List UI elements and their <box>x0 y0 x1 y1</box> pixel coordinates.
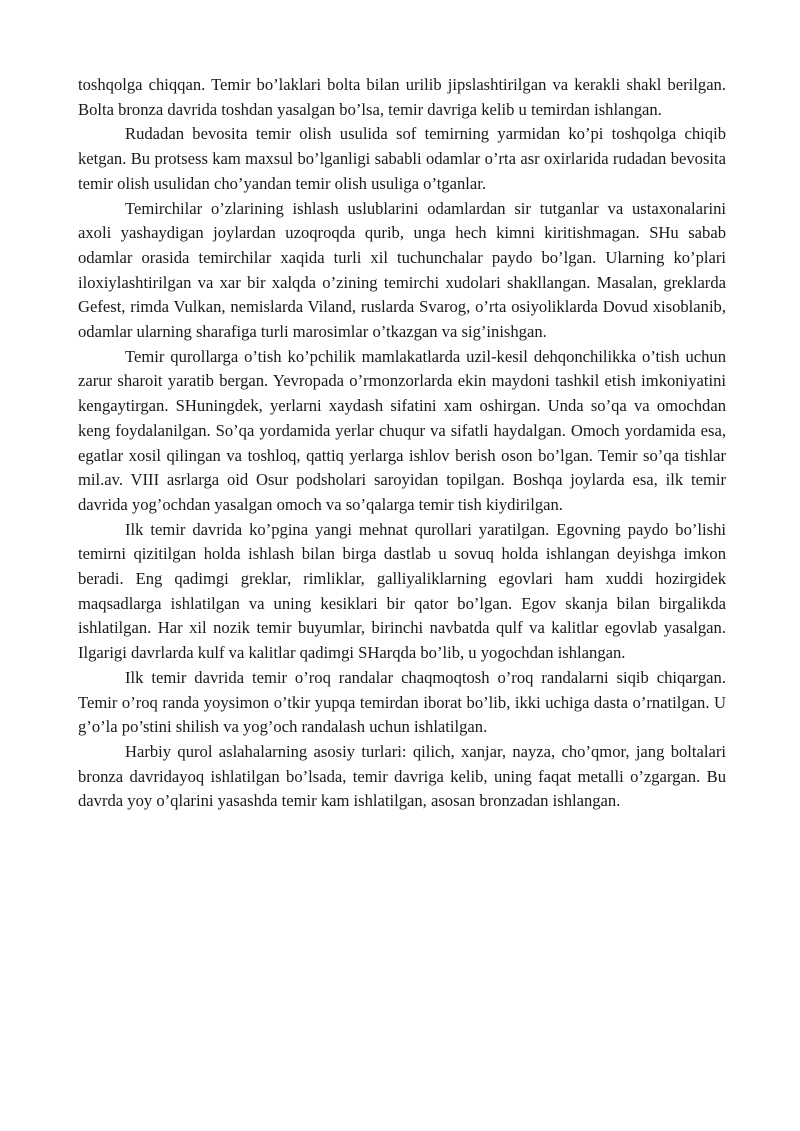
paragraph-new-tools: Ilk temir davrida ko’pgina yangi mehnat qurollari yaratilgan. Egovning paydo bo’lishi temirni qizitilgan holda ishlash bilan birga dastlab u sovuq holda ishlangan deyishga imkon beradi. Eng qadimgi greklar, rimliklar, galliyaliklarning egovlari ham xuddi hozirgidek maqsadlarga ishlatilgan va uning kesiklari bir qator bo’lgan. Egov skanja bilan birgalikda ishlatilgan. Har xil nozik temir buyumlar, birinchi navbatda qulf va kalitlar egovlab yasalgan. Ilgarigi davrlarda kulf va kalitlar qadimgi SHarqda bo’lib, u yogochdan ishlangan. <box>78 519 726 663</box>
paragraph-blacksmith-gods: Temirchilar o’zlarining ishlash uslublarini odamlardan sir tutganlar va ustaxonalarini axoli yashaydigan joylardan uzoqroqda qurib, unga hech kimni kiritishmagan. SHu sabab odamlar orasida temirchilar xaqida turli xil tuchunchalar paydo bo’lgan. Ularning ko’plari iloxiylashtirilgan va xar bir xalqda o’zining temirchi xudolari shakllangan. Masalan, greklarda Gefest, rimda Vulkan, nemislarda Viland, ruslarda Svarog, o’rta osiyoliklarda Dovud xisoblanib, odamlar ularning sharafiga turli marosimlar o’tkazgan va sig’inishgan. <box>78 198 726 342</box>
paragraph-sickle-planes: Ilk temir davrida temir o’roq randalar chaqmoqtosh o’roq randalarni siqib chiqargan. Temir o’roq randa yoysimon o’tkir yupqa temirdan iborat bo’lib, ikki uchiga dasta o’rnatilgan. U g’o’la po’stini shilish va yog’och randalash uchun ishlatilgan. <box>78 667 726 737</box>
document-page <box>78 73 726 814</box>
paragraph-ore-smelting: Rudadan bevosita temir olish usulida sof temirning yarmidan ko’pi toshqolga chiqib ketgan. Bu protsess kam maxsul bo’lganligi sababli odamlar o’rta asr oxirlarida rudadan bevosita temir olish usulidan cho’yandan temir olish usuliga o’tganlar. <box>78 124 726 193</box>
paragraph-iron-agriculture: Temir qurollarga o’tish ko’pchilik mamlakatlarda uzil-kesil dehqonchilikka o’tish uchun zarur sharoit yaratib bergan. Yevropada o’rmonzorlarda ekin maydoni tashkil etish imkoniyatini kengaytirgan. SHuningdek, yerlarni xaydash sifatini xam oshirgan. Unda so’qa va omochdan keng foydalanilgan. So’qa yordamida yerlar chuqur va sifatli haydalgan. Omoch yordamida esa, egatlar xosil qilingan va toshloq, qattiq yerlarga ishlov berish oson bo’lgan. Temir so’qa tishlar mil.av. VIII asrlarga oid Osur podsholari saroyidan topilgan. Boshqa joylarda esa, ilk temir davrida yog’ochdan yasalgan omoch va so’qalarga temir tish kiydirilgan. <box>78 346 726 514</box>
paragraph-continuation: toshqolga chiqqan. Temir bo’laklari bolta bilan urilib jipslashtirilgan va kerakli shakl berilgan. Bolta bronza davrida toshdan yasalgan bo’lsa, temir davriga kelib u temirdan ishlangan. <box>78 75 726 119</box>
paragraph-weapons: Harbiy qurol aslahalarning asosiy turlari: qilich, xanjar, nayza, cho’qmor, jang boltalari bronza davridayoq ishlatilgan bo’lsada, temir davriga kelib, uning faqat metalli o’zgargan. Bu davrda yoy o’qlarini yasashda temir kam ishlatilgan, asosan bronzadan ishlangan. <box>78 741 726 811</box>
